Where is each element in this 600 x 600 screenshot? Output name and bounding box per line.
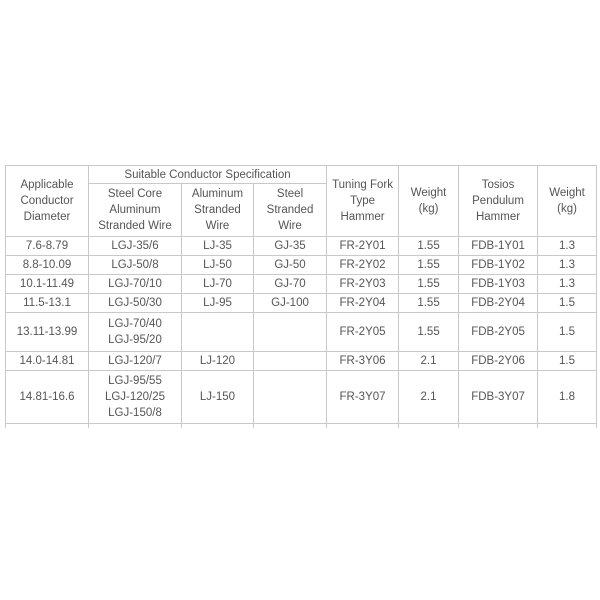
cell-weight-fork: 1.55 — [399, 237, 459, 256]
header-steel-stranded-wire: Steel Stranded Wire — [254, 184, 327, 237]
header-tuning-fork-type-hammer: Tuning Fork Type Hammer — [327, 166, 399, 237]
cell-aluminum-stranded: LJ-150 — [182, 371, 254, 424]
cell-tuning-fork-model: FR-2Y05 — [327, 313, 399, 352]
cell-steel-core-line: LGJ-70/40 — [108, 318, 162, 330]
cell-diameter: 8.8-10.09 — [6, 256, 89, 275]
cell-weight-fork: 1.55 — [399, 313, 459, 352]
cell-aluminum-stranded: LJ-95 — [182, 294, 254, 313]
cell-weight-fork: 1.55 — [399, 294, 459, 313]
cell-aluminum-stranded: LJ-120 — [182, 352, 254, 371]
cell-steel-core-line: LGJ-70/10 — [108, 278, 162, 290]
cell-weight-pendulum: 1.3 — [538, 237, 597, 256]
cell-steel-core-aluminum — [89, 275, 182, 294]
cell-steel-core-line: LGJ-150/8 — [108, 407, 162, 419]
cell-pendulum-model: FDB-1Y03 — [459, 275, 538, 294]
cell-diameter: 13.11-13.99 — [6, 313, 89, 352]
cell-steel-core-aluminum — [89, 256, 182, 275]
table-row — [6, 275, 597, 294]
header-row-group — [6, 166, 597, 184]
cell-steel-stranded — [254, 371, 327, 424]
cell-steel-core-aluminum — [89, 294, 182, 313]
header-weight-pendulum: Weight (kg) — [538, 166, 597, 237]
table-row — [6, 371, 597, 424]
cell-weight-pendulum: 1.3 — [538, 275, 597, 294]
cell-diameter: 7.6-8.79 — [6, 237, 89, 256]
cell-weight-fork: 1.55 — [399, 256, 459, 275]
table-row — [6, 237, 597, 256]
cell-tuning-fork-model: FR-2Y02 — [327, 256, 399, 275]
cell-weight-fork: 1.55 — [399, 275, 459, 294]
table-row — [6, 294, 597, 313]
cell-aluminum-stranded — [182, 313, 254, 352]
cell-steel-core-line: LGJ-120/25 — [104, 391, 166, 403]
cell-weight-pendulum: 1.5 — [538, 313, 597, 352]
table-row — [6, 352, 597, 371]
cell-steel-stranded: GJ-70 — [254, 275, 327, 294]
header-suitable-conductor-specification: Suitable Conductor Specification — [89, 166, 327, 184]
cell-steel-stranded — [254, 352, 327, 371]
cell-diameter: 14.81-16.6 — [6, 371, 89, 424]
cell-weight-pendulum: 1.8 — [538, 371, 597, 424]
table-body — [6, 237, 597, 424]
cell-steel-core-line: LGJ-35/6 — [111, 240, 159, 252]
cell-weight-pendulum: 1.3 — [538, 256, 597, 275]
cell-tuning-fork-model: FR-3Y07 — [327, 371, 399, 424]
cell-weight-fork: 2.1 — [399, 352, 459, 371]
cell-weight-fork: 2.1 — [399, 371, 459, 424]
cell-steel-core-line: LGJ-50/30 — [108, 297, 162, 309]
cell-steel-core-line: LGJ-95/20 — [108, 334, 162, 346]
cell-aluminum-stranded: LJ-50 — [182, 256, 254, 275]
cell-steel-core-aluminum — [89, 237, 182, 256]
cell-diameter: 11.5-13.1 — [6, 294, 89, 313]
cell-tuning-fork-model: FR-3Y06 — [327, 352, 399, 371]
conductor-spec-table — [5, 165, 597, 428]
cell-steel-core-aluminum — [89, 371, 182, 424]
cell-aluminum-stranded: LJ-70 — [182, 275, 254, 294]
cell-steel-stranded — [254, 313, 327, 352]
cell-pendulum-model: FDB-2Y04 — [459, 294, 538, 313]
table-trailing-row — [6, 424, 597, 429]
header-aluminum-stranded-wire: Aluminum Stranded Wire — [182, 184, 254, 237]
cell-steel-core-line: LGJ-95/55 — [108, 375, 162, 387]
cell-diameter: 10.1-11.49 — [6, 275, 89, 294]
header-steel-core-aluminum-stranded-wire: Steel Core Aluminum Stranded Wire — [89, 184, 182, 237]
cell-steel-stranded: GJ-50 — [254, 256, 327, 275]
cell-tuning-fork-model: FR-2Y04 — [327, 294, 399, 313]
cell-steel-core-line: LGJ-120/7 — [108, 355, 162, 367]
cell-aluminum-stranded: LJ-35 — [182, 237, 254, 256]
cell-tuning-fork-model: FR-2Y01 — [327, 237, 399, 256]
cell-diameter: 14.0-14.81 — [6, 352, 89, 371]
cell-steel-core-aluminum — [89, 352, 182, 371]
header-tosios-pendulum-hammer: Tosios Pendulum Hammer — [459, 166, 538, 237]
cell-pendulum-model: FDB-2Y05 — [459, 313, 538, 352]
table-row — [6, 256, 597, 275]
cell-weight-pendulum: 1.5 — [538, 352, 597, 371]
cell-steel-stranded: GJ-35 — [254, 237, 327, 256]
table-row — [6, 313, 597, 352]
cell-steel-core-line: LGJ-50/8 — [111, 259, 159, 271]
header-weight-fork: Weight (kg) — [399, 166, 459, 237]
cell-pendulum-model: FDB-1Y01 — [459, 237, 538, 256]
cell-weight-pendulum: 1.5 — [538, 294, 597, 313]
cell-pendulum-model: FDB-2Y06 — [459, 352, 538, 371]
header-applicable-conductor-diameter: Applicable Conductor Diameter — [6, 166, 89, 237]
cell-steel-stranded: GJ-100 — [254, 294, 327, 313]
cell-pendulum-model: FDB-3Y07 — [459, 371, 538, 424]
cell-pendulum-model: FDB-1Y02 — [459, 256, 538, 275]
cell-tuning-fork-model: FR-2Y03 — [327, 275, 399, 294]
cell-steel-core-aluminum — [89, 313, 182, 352]
